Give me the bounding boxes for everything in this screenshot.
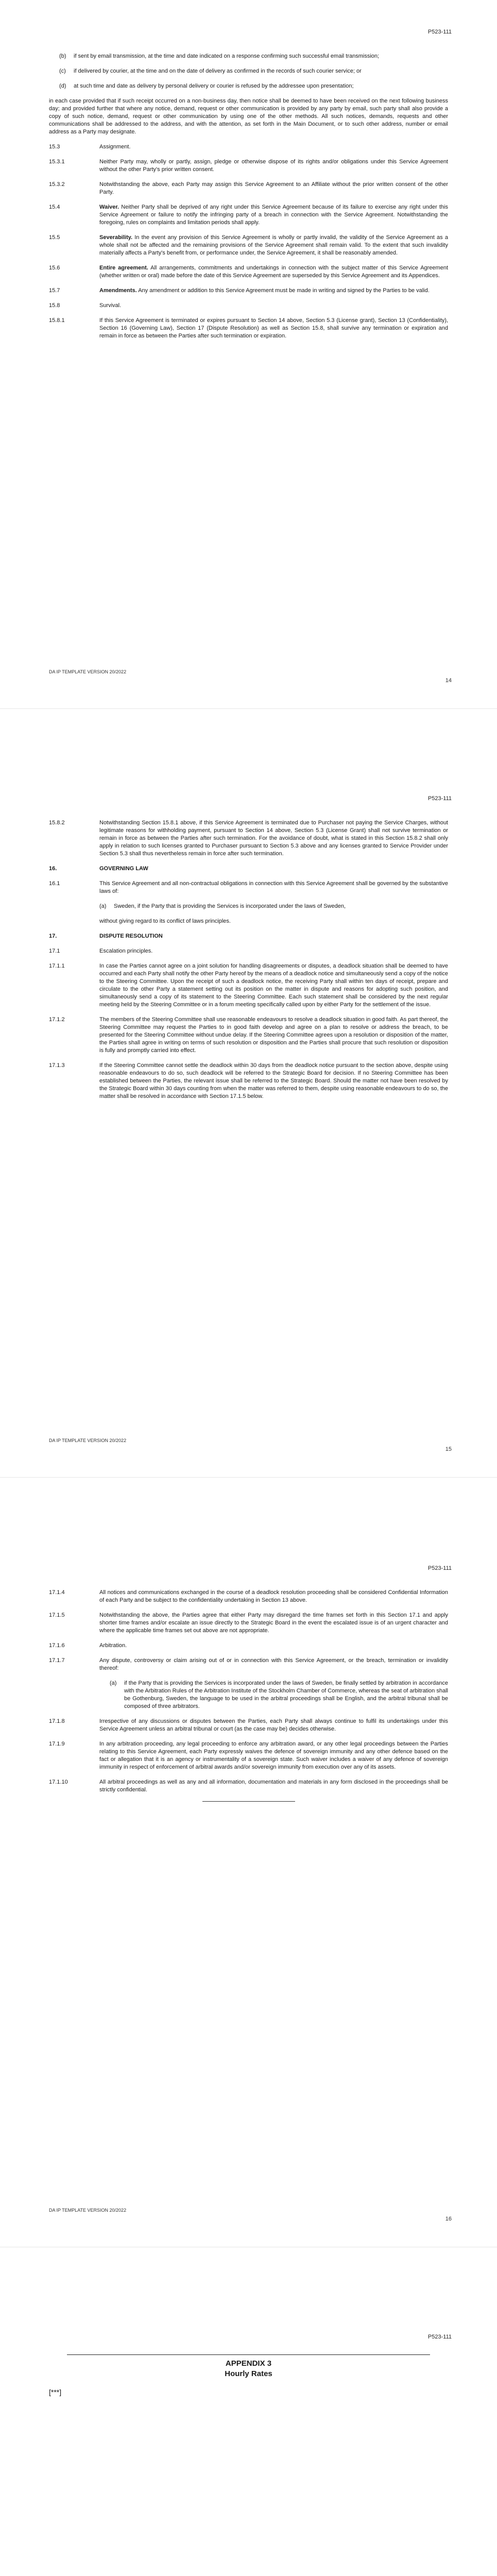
clause-17-1-2: 17.1.2 The members of the Steering Committee shall use reasonable endeavours to resolve a deadlock situation in good faith. As part thereof, the Steering Committee may request the Parties to in good faith develop and agree on a plan to resolve or address the breach, to be presented for the Steering Committee without undue delay. If the Steering Committee agrees upon a resolution or disposition of the matter, the Parties shall agree in writing on terms of such resolution or disposition and the Parties shall procure that such resolution or disposition is fully and promptly carried into effect. [49,1016,448,1054]
paragraph-without-regard: without giving regard to its conflict of laws principles. [99,918,231,924]
clause-15-5: 15.5 Severability. In the event any provision of this Service Agreement is wholly or partly invalid, the validity of the Service Agreement as a whole shall not be affected and the remaining provisions of the Service Agreement shall remain valid. To the extent that such invalidity materially affects a Party's benefit from, or performance under, the Service Agreement, it shall be reasonably amended. [49,234,448,256]
clause-17-1-8: 17.1.8 Irrespective of any discussions or disputes between the Parties, each Party shall always continue to fulfil its undertakings under this Service Agreement unless an arbitral tribunal or court (as the case may be) decides otherwise. [49,1718,448,1732]
list-item-d: (d) at such time and date as delivery by personal delivery or courier is refused by the addressee upon presentation; [59,83,354,89]
clause-17-1-3: 17.1.3 If the Steering Committee cannot settle the deadlock within 30 days from the deadlock notice pursuant to the section above, despite using reasonable endeavours to do so, such deadlock will be referred to the Strategic Board for decision. If no Steering Committee has been established between the Parties, the relevant issue shall be referred to the Strategic Board. Should the matter not have been resolved by the Strategic Board within 30 days counting from when the matter was referred to them, despite using reasonable endeavours to do so, the matter shall be resolved in accordance with Section 17.1.5 below. [49,1062,448,1099]
clause-15-8: 15.8 Survival. [49,302,122,309]
page-divider [0,1477,497,1478]
template-version-label: DA IP TEMPLATE VERSION 20/2022 [49,1438,127,1443]
clause-17-1-9: 17.1.9 In any arbitration proceeding, any legal proceeding to enforce any arbitration award, or any other legal proceedings between the Parties relating to this Service Agreement, each Party expressly waives the defence of sovereign immunity and any other defence based on the fact or allegation that it is an agency or instrumentality of a sovereign state. Such waiver includes a waiver of any defence of sovereign immunity in respect of enforcement of arbitral awards and/or sovereign immunity from execution over any of its assets. [49,1741,448,1770]
section-heading-dispute-resolution: 17. DISPUTE RESOLUTION [49,933,163,939]
template-version-label: DA IP TEMPLATE VERSION 20/2022 [49,2208,127,2213]
clause-15-3-2: 15.3.2 Notwithstanding the above, each Party may assign this Service Agreement to an Affiliate without the prior written consent of the other Party. [49,181,448,195]
clause-17-1: 17.1 Escalation principles. [49,948,153,954]
clause-17-1-7: 17.1.7 Any dispute, controversy or claim arising out of or in connection with this Service Agreement, or the breach, termination or invalidity thereof: [49,1657,448,1671]
document-reference: P523-111 [427,29,452,35]
document-reference: P523-111 [427,1565,452,1571]
template-version-label: DA IP TEMPLATE VERSION 20/2022 [49,669,127,674]
page-number: 14 [445,677,452,684]
page-1 [0,0,497,708]
page-3-content [49,1589,448,1802]
page-number: 16 [445,2216,452,2222]
document-reference: P523-111 [427,2334,452,2340]
redacted-placeholder: [***] [49,2388,62,2396]
page-1-content [49,53,448,347]
appendix-title: APPENDIX 3 [225,2359,272,2368]
list-item-a: (a) if the Party that is providing the Services is incorporated under the laws of Sweden, be finally settled by arbitration in accordance with the Arbitration Rules of the Arbitration Institute of the Stockholm Chamber of Commerce, whereas the seat of arbitration shall be Gothenburg, Sweden, the language to be used in the arbitral proceedings shall be English, and the arbitral tribunal shall be composed of three arbitrators. [110,1680,448,1709]
clause-17-1-6: 17.1.6 Arbitration. [49,1642,127,1649]
list-item-a: (a) Sweden, if the Party that is providing the Services is incorporated under the laws of Sweden, [99,903,346,909]
page-number: 15 [445,1446,452,1452]
appendix-rule [67,2354,430,2355]
document-reference: P523-111 [427,795,452,802]
clause-15-4: 15.4 Waiver. Neither Party shall be deprived of any right under this Service Agreement because of its failure to exercise any right under this Service Agreement or failure to notify the infringing party of a breach in connection with the Service Agreement. Notwithstanding the foregoing, rules on complaints and limitation periods shall apply. [49,204,448,226]
section-heading-governing-law: 16. GOVERNING LAW [49,866,148,872]
clause-15-7: 15.7 Amendments. Any amendment or addition to this Service Agreement must be made in writing and signed by the Parties to be valid. [49,287,430,294]
clause-17-1-10: 17.1.10 All arbitral proceedings as well as any and all information, documentation and materials in any form disclosed in the proceedings shall be strictly confidential. [49,1779,448,1793]
clause-15-8-1: 15.8.1 If this Service Agreement is terminated or expires pursuant to Section 14 above, Section 5.3 (License grant), Section 13 (Confidentiality), Section 16 (Governing Law), Section 17 (Dispute Resolution) as well as Section 15.8, shall survive any termination or expiration and remain in force as between the Parties after such termination or expiration. [49,317,448,339]
clause-15-6: 15.6 Entire agreement. All arrangements, commitments and undertakings in connection with the subject matter of this Service Agreement (whether written or oral) made before the date of this Service Agreement are superseded by this Service Agreement and its Appendices. [49,265,448,279]
clause-15-8-2: 15.8.2 Notwithstanding Section 15.8.1 above, if this Service Agreement is terminated due to Purchaser not paying the Service Charges, without legitimate reasons for withholding payment, pursuant to Section 14 above, Section 5.3 (License Grant) shall not survive termination or remain in force as between the Parties after such termination. For the avoidance of doubt, what is stated in this Section 15.8.2 shall only apply in relation to such licenses granted to Purchaser pursuant to Section 5.3 above and any licenses granted to Service Provider under Section 5.3 shall thus nevertheless remain in force after such termination. [49,820,448,857]
list-item-b: (b) if sent by email transmission, at the time and date indicated on a response confirming such successful email transmission; [59,53,380,59]
clause-15-3: 15.3 Assignment. [49,144,131,150]
clause-17-1-4: 17.1.4 All notices and communications exchanged in the course of a deadlock resolution proceeding shall be considered Confidential Information of each Party and be subject to the confidentiality undertaking in Section 13 above. [49,1589,448,1603]
appendix-subtitle: Hourly Rates [225,2369,272,2378]
page-3 [0,1538,497,2247]
page-4 [0,2307,497,2576]
list-item-c: (c) if delivered by courier, at the time and on the date of delivery as confirmed in the records of such courier service; or [59,68,362,74]
end-rule [202,1801,295,1802]
page-2-content [49,819,448,1108]
clause-17-1-5: 17.1.5 Notwithstanding the above, the Parties agree that either Party may disregard the time frames set forth in this Section 17.1 and apply shorter time frames and/or escalate an issue directly to the Strategic Board in the event the escalated issue is of an urgent character and where the applicable time frames set out above are not appropriate. [49,1612,448,1634]
clause-16-1: 16.1 This Service Agreement and all non-contractual obligations in connection with this Service Agreement shall be governed by the substantive laws of: [49,880,448,894]
paragraph-each-case: in each case provided that if such receipt occurred on a non-business day, then notice shall be deemed to have been received on the next following business day; and provided further that where any notice, demand, request or other communication is provided by any party by email, such party shall also provide a copy of such notice, demand, request or other communication by using one of the other methods. All such notices, demands, requests and other communications shall be addressed to the address, and with the attention, as set forth in the Main Document, or to such other address, number or email address as a Party may designate. [49,98,448,135]
page-2 [0,769,497,1477]
clause-17-1-1: 17.1.1 In case the Parties cannot agree on a joint solution for handling disagreements or disputes, a deadlock situation shall be deemed to have occurred and each Party shall notify the other Party hereof by the means of a deadlock notice and simultaneously send a copy of the notice to the Steering Committee. Upon the receipt of such a deadlock notice, the receiving Party shall within ten days of receipt, prepare and circulate to the other Party a statement setting out its position on the matter in dispute and reasons for adopting such position, and simultaneously send a copy of its statement to the Steering Committee. Each such statement shall be considered by the next regular meeting held by the Steering Committee or in a forum meeting specifically called upon by either Party for the settlement of the issue. [49,963,448,1008]
page-divider [0,708,497,709]
appendix-heading [0,2359,497,2379]
clause-15-3-1: 15.3.1 Neither Party may, wholly or partly, assign, pledge or otherwise dispose of its rights and/or obligations under this Service Agreement without the other Party's prior written consent. [49,159,448,173]
